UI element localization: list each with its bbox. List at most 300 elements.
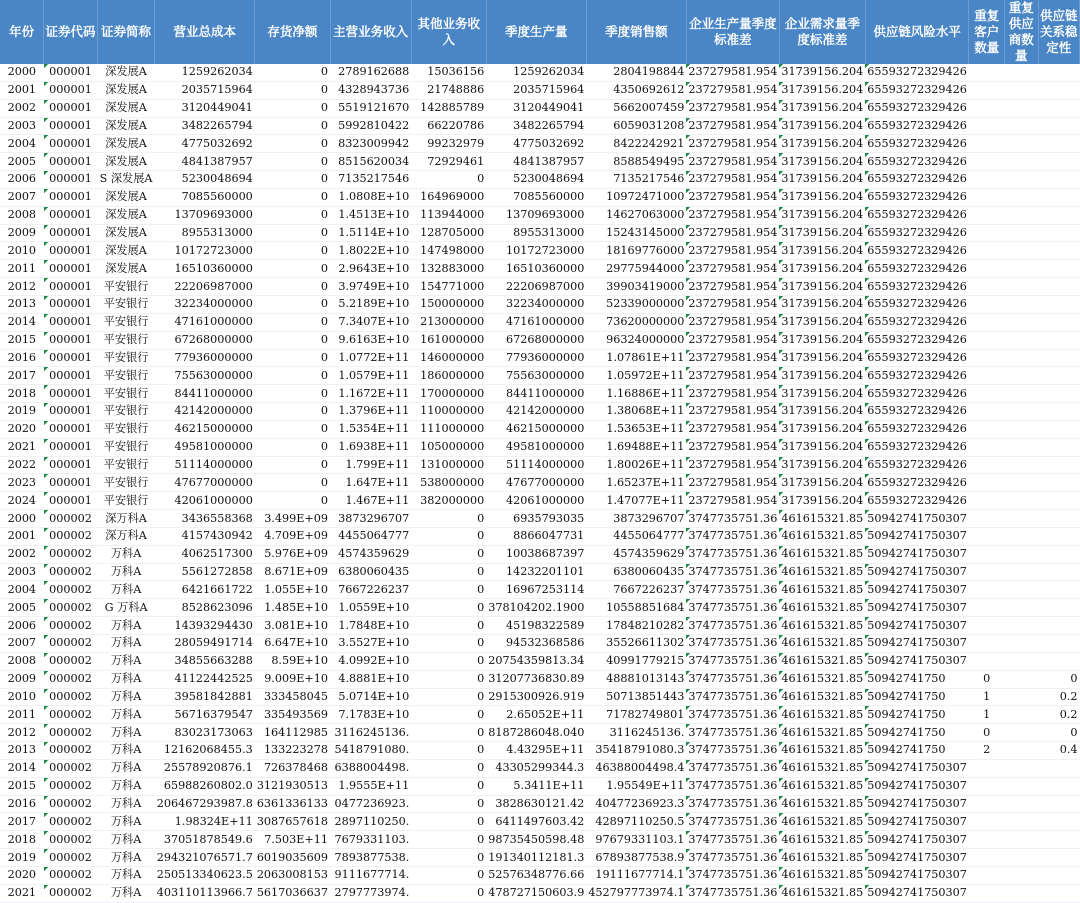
cell-quarterly-production[interactable]: 51114000000 xyxy=(486,456,586,474)
cell-quarterly-production[interactable]: 1259262034 xyxy=(486,64,586,81)
cell-main-revenue[interactable]: 7893877538. xyxy=(330,849,411,867)
cell-total-operating-cost[interactable]: 34855663288 xyxy=(155,652,255,670)
cell-production-std[interactable]: 3747735751.36 xyxy=(686,866,779,884)
cell-security-name[interactable]: 万科A xyxy=(97,635,154,653)
cell-security-code[interactable]: 000002 xyxy=(44,759,98,777)
cell-demand-std[interactable]: 31739156.204 xyxy=(779,64,865,81)
cell-quarterly-production[interactable]: 8866047731 xyxy=(486,527,586,545)
cell-total-operating-cost[interactable]: 47677000000 xyxy=(155,474,255,492)
cell-main-revenue[interactable]: 6380060435 xyxy=(330,563,411,581)
cell-security-name[interactable]: 深发展A xyxy=(97,153,154,171)
cell-quarterly-sales[interactable]: 40477236923.3 xyxy=(586,795,686,813)
cell-supply-chain-stability[interactable] xyxy=(1038,331,1079,349)
cell-repeat-customers[interactable] xyxy=(969,153,1005,171)
cell-security-name[interactable]: 平安银行 xyxy=(97,331,154,349)
cell-other-revenue[interactable]: 213000000 xyxy=(411,313,486,331)
cell-supply-chain-stability[interactable] xyxy=(1038,545,1079,563)
cell-supply-chain-stability[interactable] xyxy=(1038,635,1079,653)
cell-year[interactable]: 2001 xyxy=(0,527,44,545)
cell-quarterly-production[interactable]: 22206987000 xyxy=(486,278,586,296)
cell-quarterly-production[interactable]: 47677000000 xyxy=(486,474,586,492)
cell-main-revenue[interactable]: 1.0772E+11 xyxy=(330,349,411,367)
cell-demand-std[interactable]: 31739156.204 xyxy=(779,474,865,492)
cell-supply-chain-risk[interactable]: 65593272329426 xyxy=(865,260,969,278)
cell-repeat-customers[interactable] xyxy=(969,617,1005,635)
cell-supply-chain-risk[interactable]: 65593272329426 xyxy=(865,474,969,492)
cell-security-name[interactable]: S 深发展A xyxy=(97,171,154,189)
cell-year[interactable]: 2003 xyxy=(0,563,44,581)
cell-production-std[interactable]: 237279581.954 xyxy=(686,474,779,492)
cell-supply-chain-stability[interactable] xyxy=(1038,349,1079,367)
cell-security-code[interactable]: 000001 xyxy=(44,242,98,260)
cell-demand-std[interactable]: 461615321.85 xyxy=(779,617,865,635)
cell-main-revenue[interactable]: 2897110250. xyxy=(330,813,411,831)
cell-inventory[interactable]: 1.485E+10 xyxy=(255,599,330,617)
cell-supply-chain-risk[interactable]: 65593272329426 xyxy=(865,295,969,313)
cell-total-operating-cost[interactable]: 16510360000 xyxy=(155,260,255,278)
cell-year[interactable]: 2007 xyxy=(0,635,44,653)
cell-repeat-suppliers[interactable] xyxy=(1005,706,1039,724)
cell-quarterly-production[interactable]: 8187286048.040 xyxy=(486,724,586,742)
cell-supply-chain-stability[interactable] xyxy=(1038,99,1079,117)
cell-production-std[interactable]: 3747735751.36 xyxy=(686,581,779,599)
cell-repeat-suppliers[interactable] xyxy=(1005,545,1039,563)
cell-repeat-customers[interactable]: 1 xyxy=(969,706,1005,724)
cell-security-code[interactable]: 000002 xyxy=(44,545,98,563)
cell-inventory[interactable]: 0 xyxy=(255,117,330,135)
cell-quarterly-sales[interactable]: 8422242921 xyxy=(586,135,686,153)
cell-other-revenue[interactable]: 72929461 xyxy=(411,153,486,171)
cell-quarterly-sales[interactable]: 1.95549E+11 xyxy=(586,777,686,795)
cell-repeat-customers[interactable] xyxy=(969,849,1005,867)
cell-supply-chain-stability[interactable] xyxy=(1038,795,1079,813)
cell-quarterly-sales[interactable]: 39903419000 xyxy=(586,278,686,296)
cell-security-name[interactable]: 深发展A xyxy=(97,224,154,242)
cell-inventory[interactable]: 6019035609 xyxy=(255,849,330,867)
cell-supply-chain-stability[interactable] xyxy=(1038,278,1079,296)
cell-other-revenue[interactable]: 0 xyxy=(411,581,486,599)
cell-production-std[interactable]: 3747735751.36 xyxy=(686,617,779,635)
cell-main-revenue[interactable]: 7667226237 xyxy=(330,581,411,599)
cell-year[interactable]: 2012 xyxy=(0,724,44,742)
cell-security-code[interactable]: 000001 xyxy=(44,224,98,242)
cell-main-revenue[interactable]: 2797773974. xyxy=(330,884,411,902)
cell-inventory[interactable]: 0 xyxy=(255,313,330,331)
cell-quarterly-sales[interactable]: 7667226237 xyxy=(586,581,686,599)
cell-security-code[interactable]: 000001 xyxy=(44,385,98,403)
cell-security-code[interactable]: 000001 xyxy=(44,403,98,421)
cell-year[interactable]: 2022 xyxy=(0,456,44,474)
cell-production-std[interactable]: 237279581.954 xyxy=(686,438,779,456)
cell-security-name[interactable]: 平安银行 xyxy=(97,385,154,403)
cell-quarterly-sales[interactable]: 17848210282 xyxy=(586,617,686,635)
cell-demand-std[interactable]: 31739156.204 xyxy=(779,81,865,99)
cell-repeat-suppliers[interactable] xyxy=(1005,866,1039,884)
cell-supply-chain-stability[interactable] xyxy=(1038,385,1079,403)
cell-demand-std[interactable]: 461615321.85 xyxy=(779,795,865,813)
cell-repeat-suppliers[interactable] xyxy=(1005,795,1039,813)
cell-repeat-suppliers[interactable] xyxy=(1005,563,1039,581)
cell-year[interactable]: 2021 xyxy=(0,438,44,456)
cell-repeat-customers[interactable] xyxy=(969,313,1005,331)
cell-quarterly-production[interactable]: 20754359813.34 xyxy=(486,652,586,670)
cell-demand-std[interactable]: 31739156.204 xyxy=(779,260,865,278)
cell-supply-chain-risk[interactable]: 50942741750307 xyxy=(865,884,969,902)
cell-total-operating-cost[interactable]: 42142000000 xyxy=(155,403,255,421)
cell-security-code[interactable]: 000001 xyxy=(44,438,98,456)
cell-repeat-customers[interactable] xyxy=(969,403,1005,421)
cell-security-name[interactable]: 平安银行 xyxy=(97,456,154,474)
cell-total-operating-cost[interactable]: 75563000000 xyxy=(155,367,255,385)
cell-repeat-suppliers[interactable] xyxy=(1005,813,1039,831)
cell-inventory[interactable]: 1.055E+10 xyxy=(255,581,330,599)
cell-supply-chain-risk[interactable]: 65593272329426 xyxy=(865,492,969,510)
cell-other-revenue[interactable]: 0 xyxy=(411,849,486,867)
cell-repeat-suppliers[interactable] xyxy=(1005,884,1039,902)
cell-supply-chain-stability[interactable] xyxy=(1038,474,1079,492)
cell-year[interactable]: 2014 xyxy=(0,759,44,777)
cell-supply-chain-risk[interactable]: 65593272329426 xyxy=(865,403,969,421)
cell-quarterly-production[interactable]: 47161000000 xyxy=(486,313,586,331)
cell-quarterly-sales[interactable]: 15243145000 xyxy=(586,224,686,242)
cell-repeat-suppliers[interactable] xyxy=(1005,510,1039,528)
cell-repeat-suppliers[interactable] xyxy=(1005,617,1039,635)
cell-inventory[interactable]: 6361336133 xyxy=(255,795,330,813)
cell-total-operating-cost[interactable]: 41122442525 xyxy=(155,670,255,688)
cell-quarterly-sales[interactable]: 52339000000 xyxy=(586,295,686,313)
cell-year[interactable]: 2005 xyxy=(0,599,44,617)
cell-inventory[interactable]: 0 xyxy=(255,367,330,385)
cell-security-code[interactable]: 000001 xyxy=(44,278,98,296)
cell-quarterly-sales[interactable]: 48881013143 xyxy=(586,670,686,688)
cell-total-operating-cost[interactable]: 2035715964 xyxy=(155,81,255,99)
cell-security-name[interactable]: 深发展A xyxy=(97,242,154,260)
cell-main-revenue[interactable]: 5418791080. xyxy=(330,742,411,760)
cell-main-revenue[interactable]: 1.1672E+11 xyxy=(330,385,411,403)
cell-demand-std[interactable]: 31739156.204 xyxy=(779,331,865,349)
cell-supply-chain-risk[interactable]: 50942741750307 xyxy=(865,581,969,599)
cell-other-revenue[interactable]: 538000000 xyxy=(411,474,486,492)
cell-year[interactable]: 2012 xyxy=(0,278,44,296)
cell-security-name[interactable]: 万科A xyxy=(97,581,154,599)
cell-security-name[interactable]: 万科A xyxy=(97,849,154,867)
cell-total-operating-cost[interactable]: 65988260802.0 xyxy=(155,777,255,795)
cell-demand-std[interactable]: 461615321.85 xyxy=(779,831,865,849)
cell-repeat-suppliers[interactable] xyxy=(1005,367,1039,385)
cell-demand-std[interactable]: 31739156.204 xyxy=(779,438,865,456)
cell-quarterly-production[interactable]: 3482265794 xyxy=(486,117,586,135)
cell-security-name[interactable]: 平安银行 xyxy=(97,349,154,367)
cell-total-operating-cost[interactable]: 56716379547 xyxy=(155,706,255,724)
cell-other-revenue[interactable]: 0 xyxy=(411,670,486,688)
cell-supply-chain-risk[interactable]: 50942741750 xyxy=(865,688,969,706)
cell-total-operating-cost[interactable]: 49581000000 xyxy=(155,438,255,456)
cell-production-std[interactable]: 3747735751.36 xyxy=(686,652,779,670)
cell-main-revenue[interactable]: 3.5527E+10 xyxy=(330,635,411,653)
cell-production-std[interactable]: 237279581.954 xyxy=(686,224,779,242)
cell-inventory[interactable]: 0 xyxy=(255,403,330,421)
cell-security-name[interactable]: 平安银行 xyxy=(97,420,154,438)
cell-production-std[interactable]: 3747735751.36 xyxy=(686,759,779,777)
header-total-operating-cost[interactable]: 营业总成本 xyxy=(155,0,255,64)
cell-inventory[interactable]: 3.499E+09 xyxy=(255,510,330,528)
cell-security-name[interactable]: 万科A xyxy=(97,795,154,813)
cell-total-operating-cost[interactable]: 14393294430 xyxy=(155,617,255,635)
header-supply-chain-stability[interactable]: 供应链关系稳定性 xyxy=(1038,0,1079,64)
cell-total-operating-cost[interactable]: 5561272858 xyxy=(155,563,255,581)
cell-security-name[interactable]: 万科A xyxy=(97,652,154,670)
cell-quarterly-production[interactable]: 43305299344.3 xyxy=(486,759,586,777)
cell-year[interactable]: 2013 xyxy=(0,295,44,313)
cell-main-revenue[interactable]: 5.0714E+10 xyxy=(330,688,411,706)
cell-quarterly-production[interactable]: 16510360000 xyxy=(486,260,586,278)
cell-supply-chain-stability[interactable] xyxy=(1038,492,1079,510)
cell-other-revenue[interactable]: 0 xyxy=(411,795,486,813)
cell-repeat-suppliers[interactable] xyxy=(1005,153,1039,171)
cell-quarterly-production[interactable]: 31207736830.89 xyxy=(486,670,586,688)
cell-supply-chain-stability[interactable] xyxy=(1038,527,1079,545)
cell-total-operating-cost[interactable]: 12162068455.3 xyxy=(155,742,255,760)
cell-supply-chain-risk[interactable]: 50942741750307 xyxy=(865,545,969,563)
cell-security-code[interactable]: 000001 xyxy=(44,295,98,313)
cell-security-code[interactable]: 000002 xyxy=(44,688,98,706)
cell-main-revenue[interactable]: 4328943736 xyxy=(330,81,411,99)
cell-production-std[interactable]: 237279581.954 xyxy=(686,403,779,421)
cell-year[interactable]: 2021 xyxy=(0,884,44,902)
cell-repeat-customers[interactable]: 0 xyxy=(969,670,1005,688)
cell-inventory[interactable]: 7.503E+11 xyxy=(255,831,330,849)
cell-supply-chain-risk[interactable]: 50942741750 xyxy=(865,670,969,688)
cell-inventory[interactable]: 335493569 xyxy=(255,706,330,724)
cell-quarterly-sales[interactable]: 5662007459 xyxy=(586,99,686,117)
cell-supply-chain-risk[interactable]: 50942741750307 xyxy=(865,759,969,777)
cell-production-std[interactable]: 237279581.954 xyxy=(686,135,779,153)
cell-inventory[interactable]: 0 xyxy=(255,278,330,296)
cell-quarterly-production[interactable]: 5.3411E+11 xyxy=(486,777,586,795)
cell-repeat-suppliers[interactable] xyxy=(1005,492,1039,510)
cell-main-revenue[interactable]: 2789162688 xyxy=(330,64,411,81)
cell-quarterly-sales[interactable]: 3873296707 xyxy=(586,510,686,528)
cell-demand-std[interactable]: 31739156.204 xyxy=(779,224,865,242)
cell-repeat-suppliers[interactable] xyxy=(1005,688,1039,706)
cell-security-name[interactable]: 万科A xyxy=(97,831,154,849)
cell-supply-chain-stability[interactable] xyxy=(1038,456,1079,474)
cell-quarterly-sales[interactable]: 4574359629 xyxy=(586,545,686,563)
cell-security-name[interactable]: 深发展A xyxy=(97,64,154,81)
cell-total-operating-cost[interactable]: 42061000000 xyxy=(155,492,255,510)
cell-repeat-customers[interactable] xyxy=(969,99,1005,117)
header-repeat-customers[interactable]: 重复客户数量 xyxy=(969,0,1005,64)
cell-demand-std[interactable]: 31739156.204 xyxy=(779,403,865,421)
cell-demand-std[interactable]: 461615321.85 xyxy=(779,777,865,795)
cell-other-revenue[interactable]: 0 xyxy=(411,635,486,653)
cell-production-std[interactable]: 237279581.954 xyxy=(686,99,779,117)
cell-year[interactable]: 2004 xyxy=(0,135,44,153)
cell-inventory[interactable]: 0 xyxy=(255,153,330,171)
cell-supply-chain-stability[interactable] xyxy=(1038,242,1079,260)
cell-year[interactable]: 2006 xyxy=(0,617,44,635)
cell-quarterly-sales[interactable]: 18169776000 xyxy=(586,242,686,260)
cell-supply-chain-stability[interactable] xyxy=(1038,813,1079,831)
cell-quarterly-sales[interactable]: 14627063000 xyxy=(586,206,686,224)
cell-security-name[interactable]: 深发展A xyxy=(97,81,154,99)
cell-demand-std[interactable]: 461615321.85 xyxy=(779,724,865,742)
cell-year[interactable]: 2020 xyxy=(0,866,44,884)
cell-supply-chain-risk[interactable]: 65593272329426 xyxy=(865,367,969,385)
cell-main-revenue[interactable]: 4.0992E+10 xyxy=(330,652,411,670)
cell-production-std[interactable]: 237279581.954 xyxy=(686,278,779,296)
cell-quarterly-sales[interactable]: 7135217546 xyxy=(586,171,686,189)
cell-production-std[interactable]: 237279581.954 xyxy=(686,81,779,99)
cell-quarterly-production[interactable]: 6411497603.42 xyxy=(486,813,586,831)
cell-quarterly-sales[interactable]: 1.53653E+11 xyxy=(586,420,686,438)
cell-supply-chain-risk[interactable]: 65593272329426 xyxy=(865,206,969,224)
cell-supply-chain-risk[interactable]: 65593272329426 xyxy=(865,135,969,153)
cell-quarterly-production[interactable]: 98735450598.48 xyxy=(486,831,586,849)
cell-production-std[interactable]: 3747735751.36 xyxy=(686,884,779,902)
cell-inventory[interactable]: 0 xyxy=(255,331,330,349)
cell-production-std[interactable]: 237279581.954 xyxy=(686,117,779,135)
cell-supply-chain-risk[interactable]: 65593272329426 xyxy=(865,153,969,171)
cell-security-code[interactable]: 000001 xyxy=(44,331,98,349)
cell-supply-chain-stability[interactable] xyxy=(1038,599,1079,617)
header-main-revenue[interactable]: 主营业务收入 xyxy=(330,0,411,64)
cell-inventory[interactable]: 0 xyxy=(255,349,330,367)
cell-year[interactable]: 2006 xyxy=(0,171,44,189)
cell-other-revenue[interactable]: 0 xyxy=(411,527,486,545)
cell-quarterly-production[interactable]: 2.65052E+11 xyxy=(486,706,586,724)
cell-quarterly-sales[interactable]: 452797773974.1 xyxy=(586,884,686,902)
cell-supply-chain-stability[interactable]: 0.2 xyxy=(1038,688,1079,706)
cell-production-std[interactable]: 237279581.954 xyxy=(686,331,779,349)
cell-demand-std[interactable]: 461615321.85 xyxy=(779,706,865,724)
cell-security-name[interactable]: 万科A xyxy=(97,545,154,563)
cell-quarterly-production[interactable]: 42142000000 xyxy=(486,403,586,421)
cell-quarterly-sales[interactable]: 1.80026E+11 xyxy=(586,456,686,474)
cell-security-code[interactable]: 000001 xyxy=(44,420,98,438)
cell-quarterly-production[interactable]: 7085560000 xyxy=(486,188,586,206)
cell-demand-std[interactable]: 31739156.204 xyxy=(779,313,865,331)
cell-supply-chain-stability[interactable] xyxy=(1038,438,1079,456)
cell-quarterly-sales[interactable]: 4455064777 xyxy=(586,527,686,545)
cell-demand-std[interactable]: 461615321.85 xyxy=(779,866,865,884)
cell-demand-std[interactable]: 461615321.85 xyxy=(779,581,865,599)
cell-year[interactable]: 2015 xyxy=(0,331,44,349)
cell-quarterly-production[interactable]: 10172723000 xyxy=(486,242,586,260)
cell-demand-std[interactable]: 31739156.204 xyxy=(779,99,865,117)
cell-inventory[interactable]: 0 xyxy=(255,474,330,492)
cell-production-std[interactable]: 237279581.954 xyxy=(686,420,779,438)
cell-security-code[interactable]: 000002 xyxy=(44,617,98,635)
cell-quarterly-sales[interactable]: 10972471000 xyxy=(586,188,686,206)
header-production-std[interactable]: 企业生产量季度标准差 xyxy=(686,0,779,64)
cell-supply-chain-stability[interactable] xyxy=(1038,617,1079,635)
cell-other-revenue[interactable]: 142885789 xyxy=(411,99,486,117)
cell-repeat-customers[interactable] xyxy=(969,349,1005,367)
cell-total-operating-cost[interactable]: 25578920876.1 xyxy=(155,759,255,777)
cell-repeat-customers[interactable]: 1 xyxy=(969,688,1005,706)
cell-repeat-customers[interactable] xyxy=(969,117,1005,135)
cell-other-revenue[interactable]: 0 xyxy=(411,724,486,742)
cell-main-revenue[interactable]: 1.647E+11 xyxy=(330,474,411,492)
cell-security-code[interactable]: 000001 xyxy=(44,99,98,117)
cell-repeat-customers[interactable] xyxy=(969,295,1005,313)
cell-year[interactable]: 2019 xyxy=(0,849,44,867)
cell-demand-std[interactable]: 31739156.204 xyxy=(779,242,865,260)
cell-quarterly-production[interactable]: 67268000000 xyxy=(486,331,586,349)
cell-year[interactable]: 2010 xyxy=(0,242,44,260)
cell-year[interactable]: 2024 xyxy=(0,492,44,510)
cell-repeat-customers[interactable] xyxy=(969,420,1005,438)
cell-security-name[interactable]: 万科A xyxy=(97,777,154,795)
cell-repeat-customers[interactable] xyxy=(969,224,1005,242)
cell-supply-chain-risk[interactable]: 50942741750 xyxy=(865,706,969,724)
cell-year[interactable]: 2008 xyxy=(0,652,44,670)
cell-repeat-suppliers[interactable] xyxy=(1005,581,1039,599)
cell-repeat-customers[interactable] xyxy=(969,866,1005,884)
cell-total-operating-cost[interactable]: 84411000000 xyxy=(155,385,255,403)
cell-quarterly-sales[interactable]: 71782749801 xyxy=(586,706,686,724)
cell-repeat-suppliers[interactable] xyxy=(1005,81,1039,99)
cell-inventory[interactable]: 333458045 xyxy=(255,688,330,706)
cell-year[interactable]: 2002 xyxy=(0,99,44,117)
header-inventory[interactable]: 存货净额 xyxy=(255,0,330,64)
cell-supply-chain-risk[interactable]: 50942741750307 xyxy=(865,635,969,653)
cell-main-revenue[interactable]: 3873296707 xyxy=(330,510,411,528)
cell-repeat-suppliers[interactable] xyxy=(1005,403,1039,421)
cell-repeat-customers[interactable] xyxy=(969,635,1005,653)
header-quarterly-production[interactable]: 季度生产量 xyxy=(486,0,586,64)
cell-production-std[interactable]: 237279581.954 xyxy=(686,153,779,171)
cell-inventory[interactable]: 0 xyxy=(255,385,330,403)
cell-demand-std[interactable]: 31739156.204 xyxy=(779,135,865,153)
cell-supply-chain-risk[interactable]: 50942741750307 xyxy=(865,831,969,849)
cell-quarterly-sales[interactable]: 4350692612 xyxy=(586,81,686,99)
cell-security-name[interactable]: 万科A xyxy=(97,670,154,688)
cell-supply-chain-risk[interactable]: 50942741750 xyxy=(865,724,969,742)
cell-other-revenue[interactable]: 164969000 xyxy=(411,188,486,206)
cell-repeat-suppliers[interactable] xyxy=(1005,670,1039,688)
cell-quarterly-production[interactable]: 4841387957 xyxy=(486,153,586,171)
header-security-code[interactable]: 证券代码 xyxy=(44,0,98,64)
cell-inventory[interactable]: 8.671E+09 xyxy=(255,563,330,581)
cell-supply-chain-stability[interactable]: 0.4 xyxy=(1038,742,1079,760)
cell-inventory[interactable]: 3087657618 xyxy=(255,813,330,831)
cell-production-std[interactable]: 237279581.954 xyxy=(686,242,779,260)
cell-inventory[interactable]: 0 xyxy=(255,295,330,313)
cell-quarterly-production[interactable]: 13709693000 xyxy=(486,206,586,224)
cell-inventory[interactable]: 0 xyxy=(255,224,330,242)
cell-demand-std[interactable]: 461615321.85 xyxy=(779,849,865,867)
cell-quarterly-sales[interactable]: 46388004498.4 xyxy=(586,759,686,777)
cell-other-revenue[interactable]: 0 xyxy=(411,742,486,760)
cell-year[interactable]: 2018 xyxy=(0,385,44,403)
cell-main-revenue[interactable]: 0477236923. xyxy=(330,795,411,813)
header-demand-std[interactable]: 企业需求量季度标准差 xyxy=(779,0,865,64)
cell-inventory[interactable]: 8.59E+10 xyxy=(255,652,330,670)
cell-demand-std[interactable]: 31739156.204 xyxy=(779,349,865,367)
cell-security-name[interactable]: G 万科A xyxy=(97,599,154,617)
cell-repeat-suppliers[interactable] xyxy=(1005,206,1039,224)
cell-repeat-customers[interactable] xyxy=(969,278,1005,296)
cell-quarterly-production[interactable]: 6935793035 xyxy=(486,510,586,528)
cell-repeat-suppliers[interactable] xyxy=(1005,849,1039,867)
cell-security-code[interactable]: 000002 xyxy=(44,563,98,581)
cell-other-revenue[interactable]: 170000000 xyxy=(411,385,486,403)
cell-repeat-suppliers[interactable] xyxy=(1005,724,1039,742)
cell-year[interactable]: 2007 xyxy=(0,188,44,206)
cell-production-std[interactable]: 237279581.954 xyxy=(686,492,779,510)
